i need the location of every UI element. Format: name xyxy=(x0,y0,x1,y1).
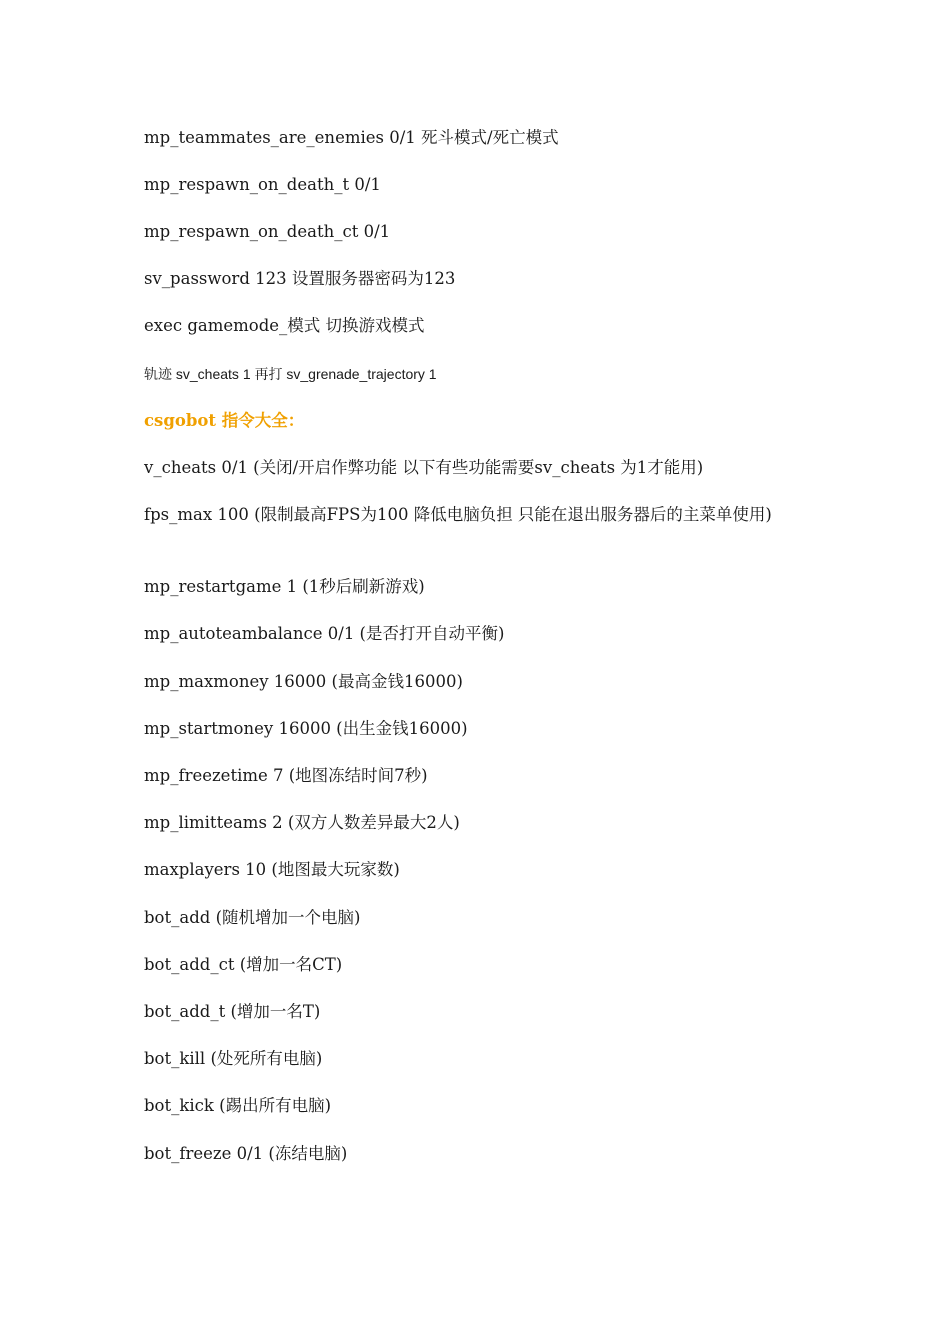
command-line-sv-cheats: v_cheats 0/1 (关闭/开启作弊功能 以下有些功能需要sv_cheats 为1才能用) xyxy=(144,458,704,477)
section-heading-csgobot: csgobot 指令大全： xyxy=(144,411,305,430)
command-line-respawn-ct: mp_respawn_on_death_ct 0/1 xyxy=(144,222,391,241)
command-line-fps-max: fps_max 100 (限制最高FPS为100 降低电脑负担 只能在退出服务器后的主菜单使用) xyxy=(144,505,772,524)
command-line-bot-freeze: bot_freeze 0/1 (冻结电脑) xyxy=(144,1144,348,1163)
command-line-maxplayers: maxplayers 10 (地图最大玩家数) xyxy=(144,860,400,879)
command-line-bot-kill: bot_kill (处死所有电脑) xyxy=(144,1049,323,1068)
command-line-teammates-are-enemies: mp_teammates_are_enemies 0/1 死斗模式/死亡模式 xyxy=(144,128,559,147)
command-line-restartgame: mp_restartgame 1 (1秒后刷新游戏) xyxy=(144,577,425,596)
command-line-freezetime: mp_freezetime 7 (地图冻结时间7秒) xyxy=(144,766,428,785)
command-line-maxmoney: mp_maxmoney 16000 (最高金钱16000) xyxy=(144,672,463,691)
command-line-sv-password: sv_password 123 设置服务器密码为123 xyxy=(144,269,456,288)
command-line-autoteambalance: mp_autoteambalance 0/1 (是否打开自动平衡) xyxy=(144,624,505,643)
command-line-bot-add-ct: bot_add_ct (增加一名CT) xyxy=(144,955,343,974)
command-line-bot-kick: bot_kick (踢出所有电脑) xyxy=(144,1096,332,1115)
command-line-exec-gamemode: exec gamemode_模式 切换游戏模式 xyxy=(144,316,425,335)
command-line-startmoney: mp_startmoney 16000 (出生金钱16000) xyxy=(144,719,468,738)
command-line-bot-add: bot_add (随机增加一个电脑) xyxy=(144,908,361,927)
command-line-grenade-trajectory: 轨迹 sv_cheats 1 再打 sv_grenade_trajectory 1 xyxy=(144,366,437,382)
command-line-respawn-t: mp_respawn_on_death_t 0/1 xyxy=(144,175,381,194)
command-line-limitteams: mp_limitteams 2 (双方人数差异最大2人) xyxy=(144,813,460,832)
command-line-bot-add-t: bot_add_t (增加一名T) xyxy=(144,1002,321,1021)
